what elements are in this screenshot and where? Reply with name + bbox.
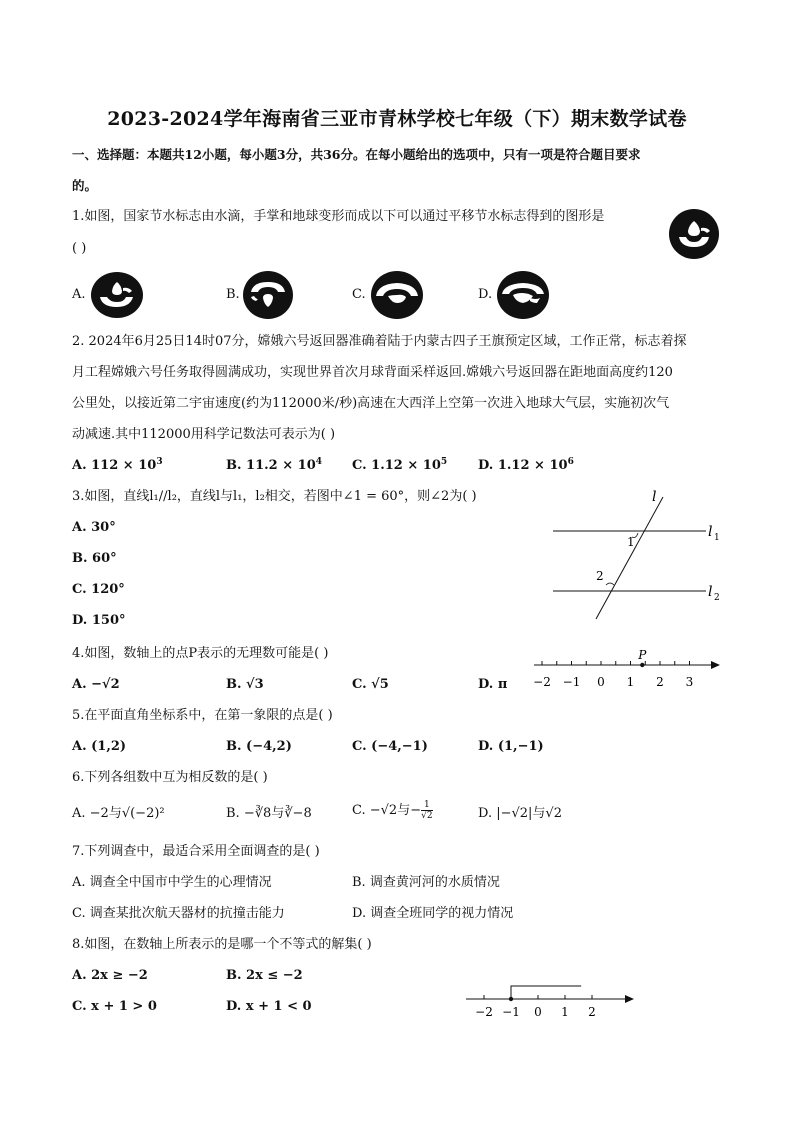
q4-point-p-label: P	[638, 648, 647, 662]
q4-point-p	[640, 663, 644, 667]
q2-option-d: D. $1.12 \times 10^6$	[478, 457, 574, 473]
q6-option-d: D. |−√2|与√2	[478, 806, 562, 821]
option-d-logo	[496, 270, 550, 320]
option-a-logo	[90, 271, 144, 319]
q4-option-b: B. √3	[226, 677, 264, 692]
q8-axis-arrow	[625, 995, 634, 1003]
q5-option-d: D. (1,−1)	[478, 739, 544, 754]
q2-option-c: C. $1.12 \times 10^5$	[352, 457, 448, 473]
q8-tick-label: 0	[534, 1005, 542, 1019]
q5-stem: 5.在平面直角坐标系中，在第一象限的点是( )	[72, 708, 333, 723]
q4-stem: 4.如图，数轴上的点P表示的无理数可能是( )	[72, 646, 329, 661]
label-l: l	[652, 489, 657, 505]
q6-stem: 6.下列各组数中互为相反数的是( )	[72, 770, 268, 785]
q4-tick-label: 0	[597, 675, 605, 689]
q3-option-a: A. 30°	[72, 520, 116, 535]
q4-tick-label: 2	[656, 675, 664, 689]
q8-number-line	[462, 980, 640, 1020]
q4-tick-label: −2	[533, 675, 551, 689]
q2-stem-line4: 动减速.其中112000用科学记数法可表示为( )	[72, 427, 336, 442]
q5-option-a: A. (1,2)	[72, 739, 127, 754]
exam-title: 2023-2024学年海南省三亚市青林学校七年级（下）期末数学试卷	[107, 108, 687, 130]
section-heading-cont: 的。	[72, 178, 98, 193]
q7-stem: 7.下列调查中，最适合采用全面调查的是( )	[72, 844, 320, 859]
water-saving-logo	[667, 207, 721, 261]
q8-option-c: C. x + 1 > 0	[72, 999, 157, 1014]
q8-tick-label: −2	[475, 1005, 493, 1019]
label-l2-sub: 2	[714, 593, 720, 603]
q5-option-c: C. (−4,−1)	[352, 739, 428, 754]
q4-option-d: D. π	[478, 677, 508, 692]
q3-option-b: B. 60°	[72, 551, 117, 566]
q3-stem: 3.如图，直线l₁//l₂，直线l与l₁，l₂相交，若图中∠1 = 60°，则∠2为( )	[72, 489, 477, 504]
q4-number-line	[530, 645, 725, 691]
q3-option-c: C. 120°	[72, 582, 125, 597]
label-l1-sub: 1	[714, 533, 720, 543]
section-heading: 一、选择题：本题共12小题，每小题3分，共36分。在每小题给出的选项中，只有一项是符合题目要求	[72, 147, 641, 162]
q8-tick-label: −1	[502, 1005, 520, 1019]
angle-2-arc	[606, 583, 614, 585]
q2-option-a: A. $112 \times 10^3$	[72, 457, 163, 473]
q7-option-c: C. 调查某批次航天器材的抗撞击能力	[72, 906, 285, 921]
q8-tick-label: 2	[588, 1005, 596, 1019]
q1-option-d: D.	[478, 287, 493, 302]
q8-option-a: A. 2x ≥ −2	[72, 968, 148, 983]
option-b-logo	[242, 270, 294, 320]
q1-stem: 1.如图，国家节水标志由水滴，手掌和地球变形而成以下可以通过平移节水标志得到的图形是	[72, 209, 605, 224]
q4-tick-label: −1	[562, 675, 581, 689]
q8-option-b: B. 2x ≤ −2	[226, 968, 303, 983]
q4-tick-label: 3	[685, 675, 694, 689]
q4-option-c: C. √5	[352, 677, 389, 692]
q2-option-b: B. $11.2 \times 10^4$	[226, 457, 323, 473]
q7-option-b: B. 调查黄河河的水质情况	[352, 875, 500, 890]
parallel-lines-figure	[548, 485, 728, 625]
label-l2: l	[708, 584, 713, 600]
q4-option-a: A. −√2	[72, 677, 120, 692]
q8-solution-ray	[511, 986, 581, 999]
label-l1: l	[708, 524, 713, 540]
q8-boundary-point	[509, 997, 513, 1001]
q7-option-a: A. 调查全中国市中学生的心理情况	[72, 875, 272, 890]
q2-stem-line3: 公里处，以接近第二宇宙速度(约为112000米/秒)高速在大西洋上空第一次进入地球大气层，实施初次气	[72, 396, 670, 411]
label-angle-2: 2	[596, 569, 604, 583]
q4-tick-label: 1	[626, 675, 635, 689]
q1-paren: ( )	[72, 241, 87, 256]
q6-option-a: A. −2与√(−2)²	[72, 806, 165, 821]
q1-option-a: A.	[72, 287, 86, 302]
q8-option-d: D. x + 1 < 0	[226, 999, 312, 1014]
q1-option-b: B.	[226, 287, 240, 302]
q6-option-c: C. −√2与− $\frac{1}{√2}$	[352, 800, 433, 821]
q6-option-b: B. −∛8与∛−8	[226, 806, 312, 821]
q8-stem: 8.如图，在数轴上所表示的是哪一个不等式的解集( )	[72, 937, 372, 952]
q3-option-d: D. 150°	[72, 613, 126, 628]
q2-stem-line1: 2. 2024年6月25日14时07分，嫦娥六号返回器准确着陆于内蒙古四子王旗预定区域，工作正常，标志着探	[72, 334, 687, 349]
option-c-logo	[370, 270, 424, 320]
q5-option-b: B. (−4,2)	[226, 739, 292, 754]
q1-option-c: C.	[352, 287, 366, 302]
q8-tick-label: 1	[561, 1005, 569, 1019]
q2-stem-line2: 月工程嫦娥六号任务取得圆满成功，实现世界首次月球背面采样返回.嫦娥六号返回器在距地面高度约120	[72, 365, 673, 380]
q7-option-d: D. 调查全班同学的视力情况	[352, 906, 514, 921]
label-angle-1: 1	[627, 535, 635, 549]
q4-axis-arrow	[711, 661, 720, 669]
transversal-l	[596, 497, 663, 619]
